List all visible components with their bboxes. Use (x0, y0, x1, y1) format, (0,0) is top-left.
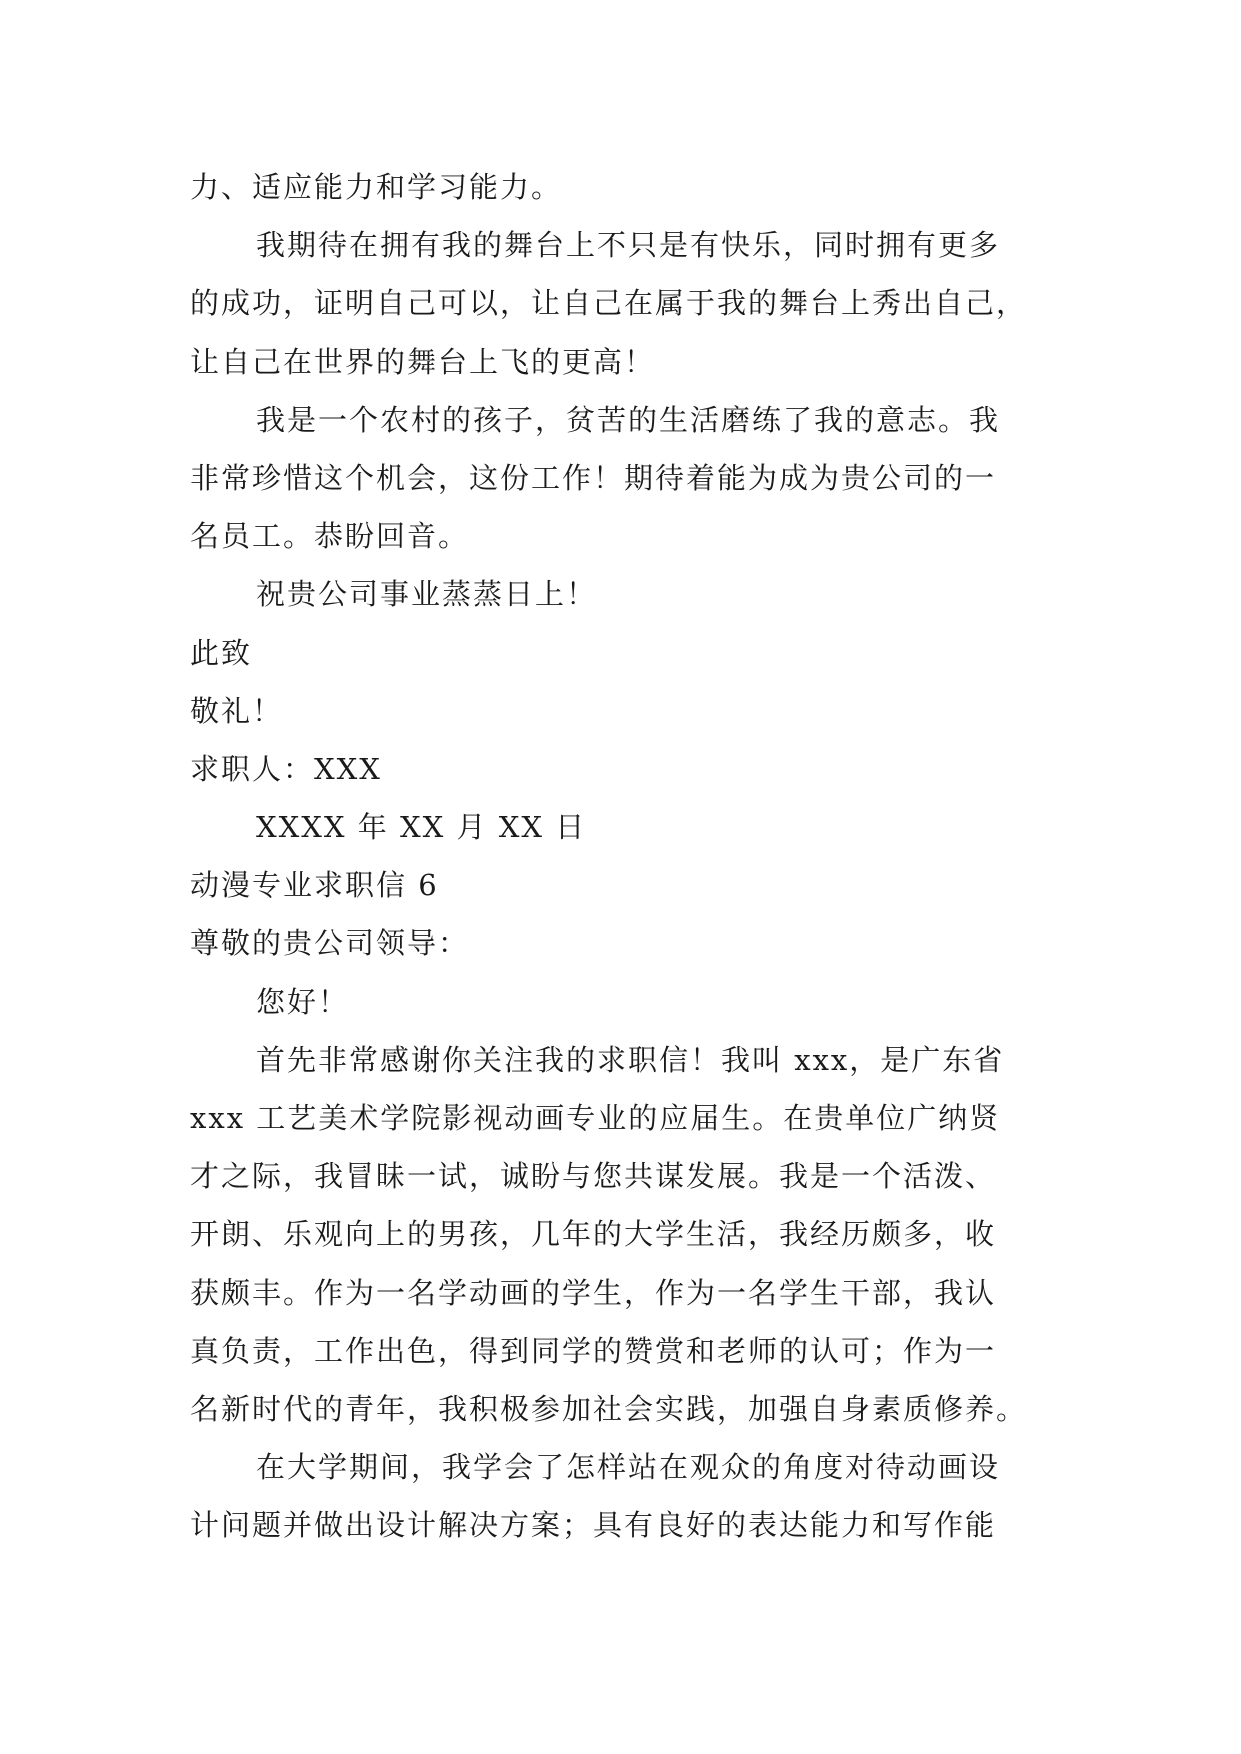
text-line: 让自己在世界的舞台上飞的更高！ (190, 344, 656, 379)
text-line: 祝贵公司事业蒸蒸日上！ (256, 577, 598, 612)
applicant-name: 求职人：XXX (190, 751, 382, 786)
text-line: 力、适应能力和学习能力。 (190, 170, 563, 204)
text-line: 非常珍惜这个机会，这份工作！期待着能为成为贵公司的一 (190, 460, 997, 495)
text-line: 真负责，工作出色，得到同学的赞赏和老师的认可；作为一 (190, 1333, 997, 1368)
text-line: 开朗、乐观向上的男孩，几年的大学生活，我经历颇多，收 (190, 1217, 997, 1252)
text-line: 获颇丰。作为一名学动画的学生，作为一名学生干部，我认 (190, 1275, 997, 1310)
text-line: xxx 工艺美术学院影视动画专业的应届生。在贵单位广纳贤 (190, 1101, 1001, 1135)
text-line: 您好！ (256, 984, 350, 1019)
document-body (190, 158, 1070, 1555)
text-line: 计问题并做出设计解决方案；具有良好的表达能力和写作能 (190, 1508, 997, 1543)
recipient-greeting: 尊敬的贵公司领导： (190, 926, 470, 961)
text-line: 我期待在拥有我的舞台上不只是有快乐，同时拥有更多 (256, 228, 1001, 263)
text-line: 名员工。恭盼回音。 (190, 519, 470, 554)
closing-phrase: 此致 (190, 635, 253, 670)
text-line: 首先非常感谢你关注我的求职信！我叫 xxx，是广东省 (256, 1042, 1005, 1077)
text-line: 才之际，我冒昧一试，诚盼与您共谋发展。我是一个活泼、 (190, 1159, 997, 1194)
text-line: 名新时代的青年，我积极参加社会实践，加强自身素质修养。 (190, 1391, 1028, 1426)
salutation: 敬礼！ (190, 693, 284, 728)
text-line: 我是一个农村的孩子，贫苦的生活磨练了我的意志。我 (256, 402, 1001, 437)
text-line: 在大学期间，我学会了怎样站在观众的角度对待动画设 (256, 1450, 1001, 1485)
section-title: 动漫专业求职信 6 (190, 868, 439, 903)
text-line: 的成功，证明自己可以，让自己在属于我的舞台上秀出自己， (190, 286, 1028, 321)
letter-date: XXXX 年 XX 月 XX 日 (256, 810, 587, 845)
